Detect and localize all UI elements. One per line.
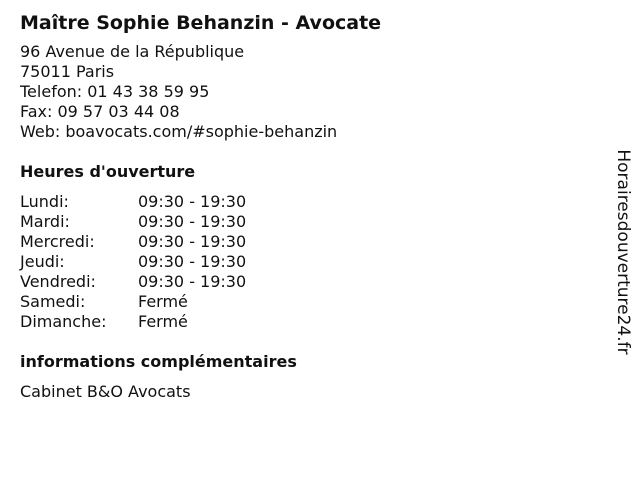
hours-time: 09:30 - 19:30	[138, 272, 247, 291]
hours-time: 09:30 - 19:30	[138, 232, 247, 251]
listing-card	[20, 10, 600, 402]
hours-row	[20, 272, 600, 292]
phone-number: Telefon: 01 43 38 59 95	[20, 82, 210, 101]
hours-day: Samedi:	[20, 292, 86, 311]
additional-info-text: Cabinet B&O Avocats	[20, 382, 191, 401]
contact-block	[20, 42, 600, 142]
site-watermark: Horairesdouverture24.fr	[613, 149, 633, 355]
page-title: Maître Sophie Behanzin - Avocate	[20, 12, 382, 34]
additional-info-heading: informations complémentaires	[20, 352, 297, 371]
hours-row	[20, 292, 600, 312]
hours-day: Dimanche:	[20, 312, 107, 331]
hours-day: Jeudi:	[20, 252, 65, 271]
hours-day: Vendredi:	[20, 272, 96, 291]
opening-hours-table	[20, 192, 600, 332]
hours-row	[20, 252, 600, 272]
hours-time: 09:30 - 19:30	[138, 192, 247, 211]
hours-day: Mercredi:	[20, 232, 95, 251]
hours-time: 09:30 - 19:30	[138, 212, 247, 231]
opening-hours-heading: Heures d'ouverture	[20, 162, 196, 181]
hours-row	[20, 192, 600, 212]
hours-day: Lundi:	[20, 192, 69, 211]
hours-row	[20, 212, 600, 232]
hours-row	[20, 232, 600, 252]
hours-row	[20, 312, 600, 332]
website-link[interactable]: Web: boavocats.com/#sophie-behanzin	[20, 122, 338, 141]
hours-time: 09:30 - 19:30	[138, 252, 247, 271]
address-line-street: 96 Avenue de la République	[20, 42, 245, 61]
address-line-city: 75011 Paris	[20, 62, 115, 81]
hours-time: Fermé	[138, 312, 188, 331]
fax-number: Fax: 09 57 03 44 08	[20, 102, 180, 121]
hours-time: Fermé	[138, 292, 188, 311]
hours-day: Mardi:	[20, 212, 70, 231]
